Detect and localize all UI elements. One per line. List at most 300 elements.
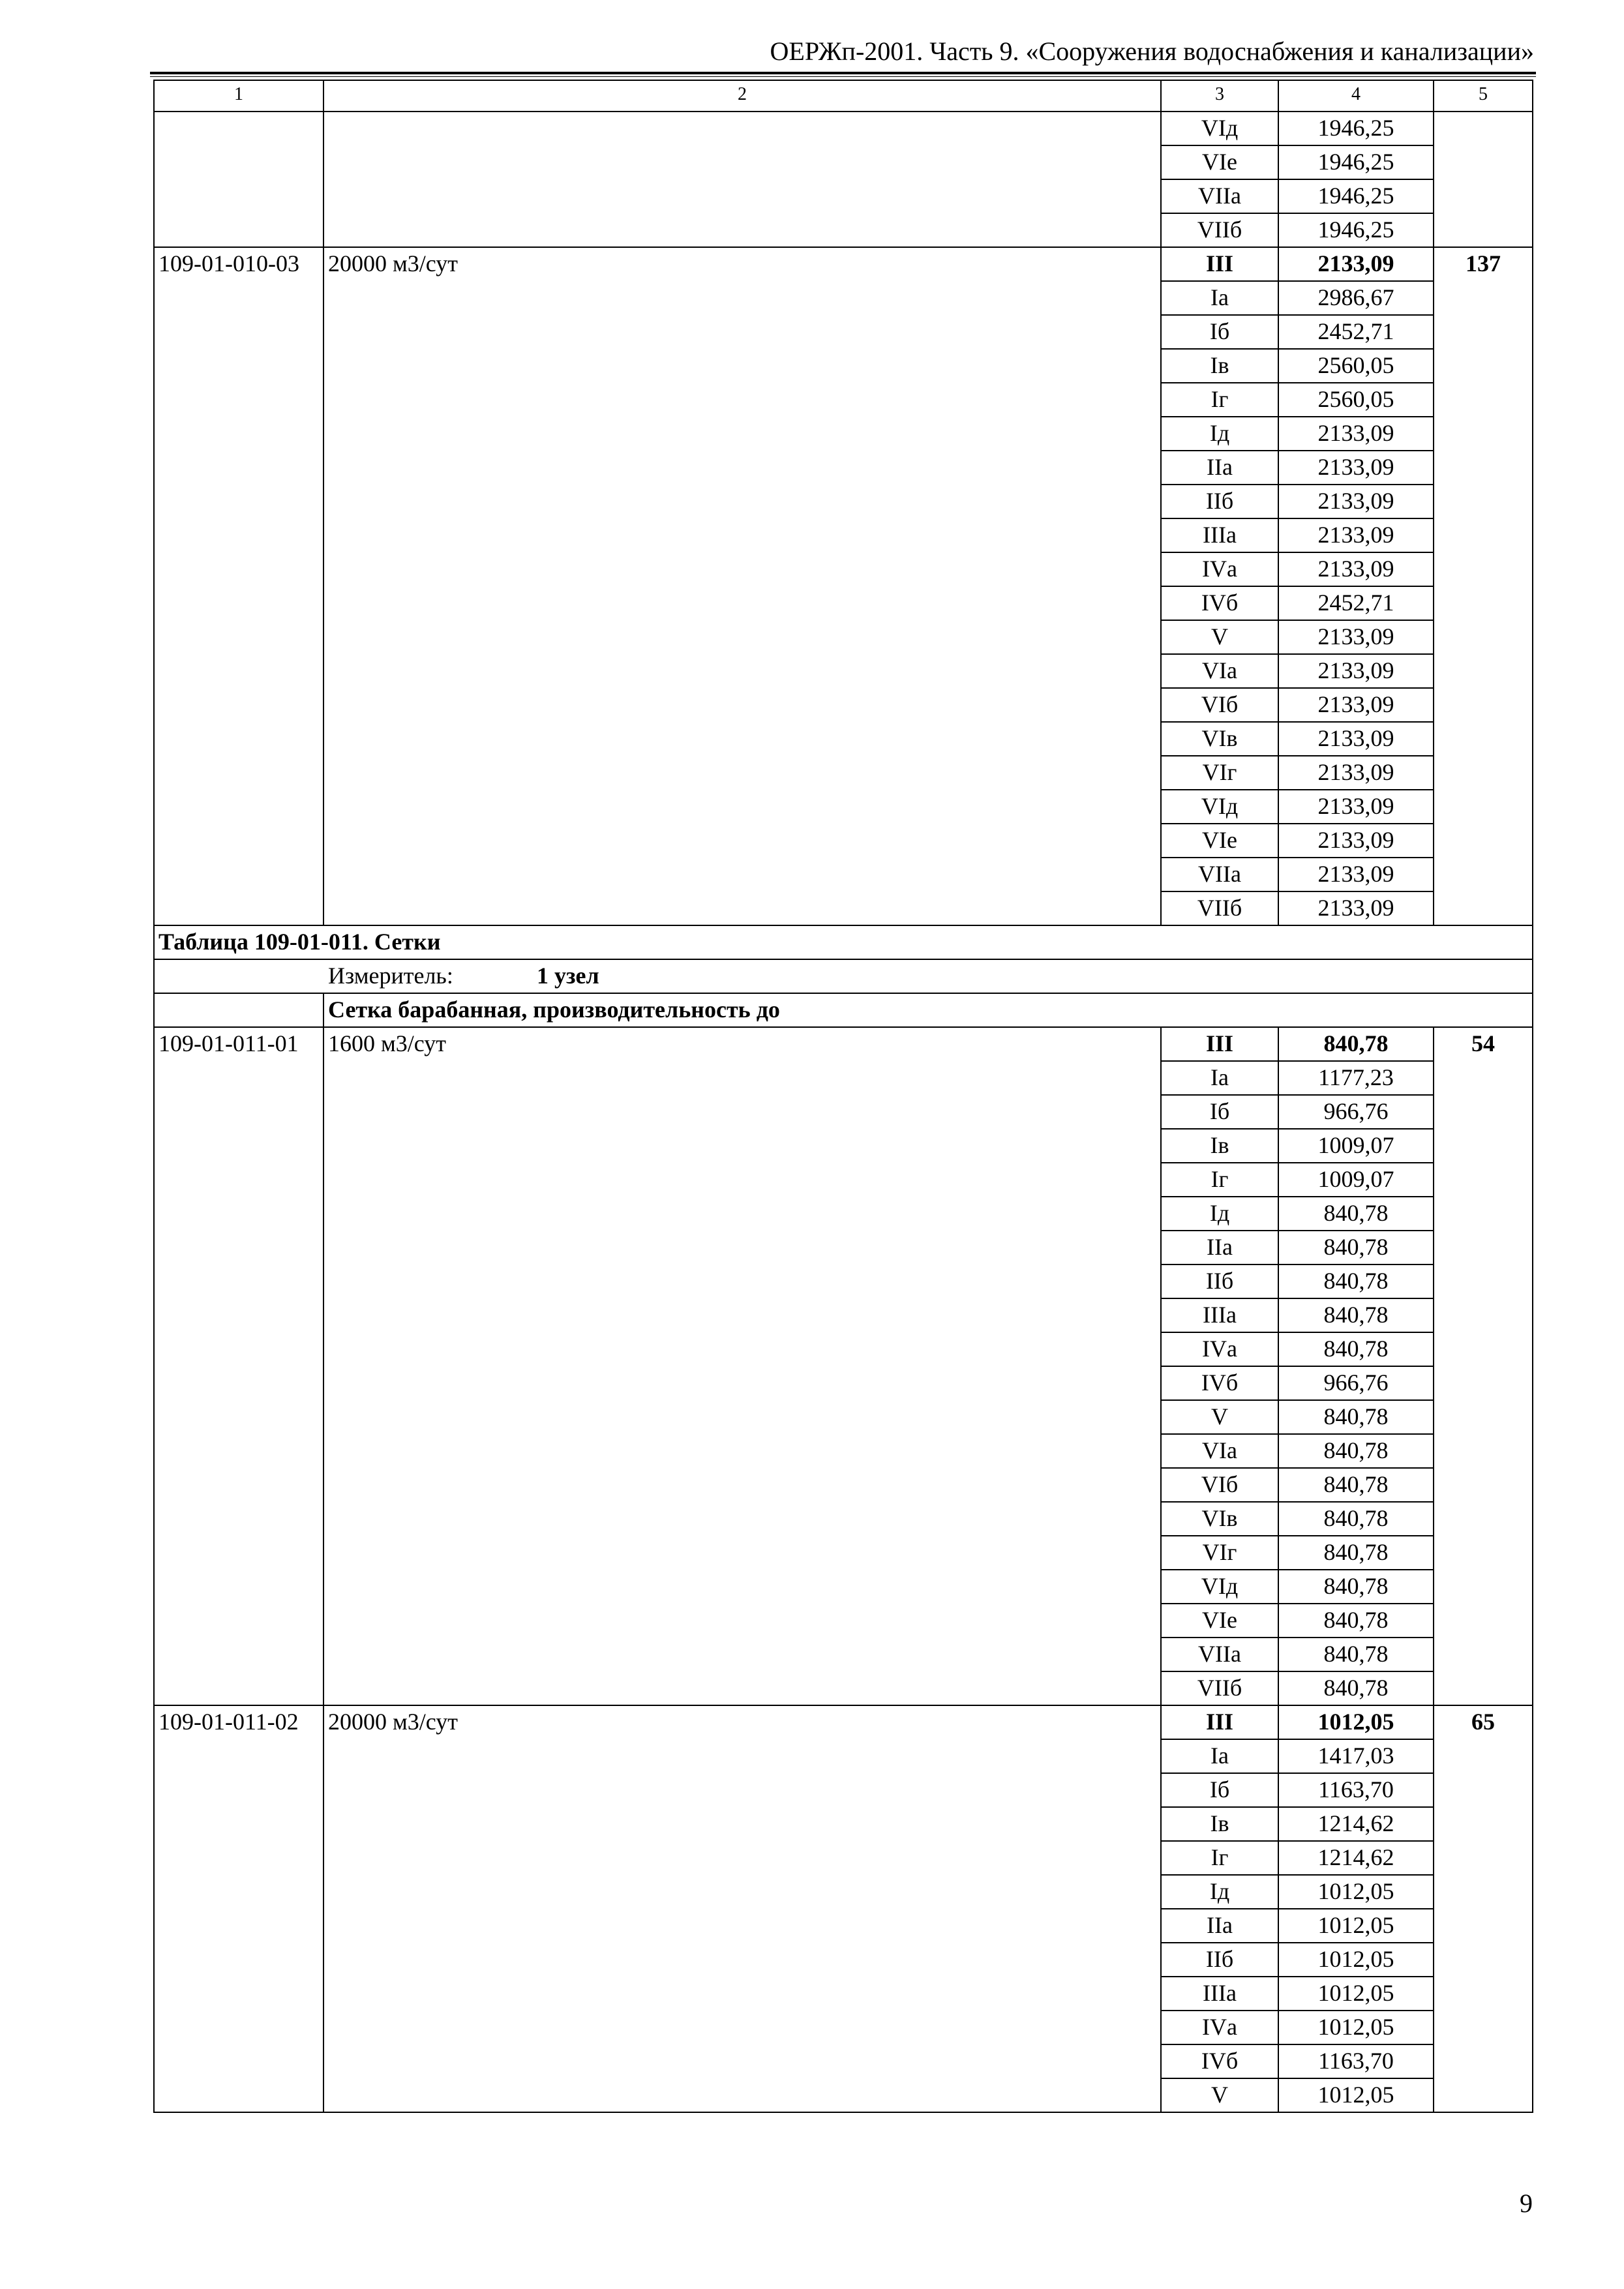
price-cell: 966,76 [1278, 1366, 1434, 1400]
zone-cell: V [1161, 2078, 1278, 2112]
empty-cell [1434, 1909, 1533, 1943]
price-cell: 840,78 [1278, 1604, 1434, 1638]
table-row [154, 247, 1533, 281]
empty-cell [154, 1671, 323, 1705]
empty-cell [323, 620, 1161, 654]
empty-cell [1434, 1536, 1533, 1570]
zone-cell: Iв [1161, 1129, 1278, 1163]
price-cell: 1009,07 [1278, 1163, 1434, 1197]
empty-cell [154, 451, 323, 485]
zone-cell: Iа [1161, 1739, 1278, 1773]
empty-cell [1434, 1400, 1533, 1434]
empty-cell [154, 1163, 323, 1197]
empty-cell [154, 112, 323, 145]
empty-cell [1434, 1061, 1533, 1095]
empty-cell [323, 1671, 1161, 1705]
empty-cell [154, 824, 323, 858]
table-row [154, 1977, 1533, 2011]
empty-cell [323, 112, 1161, 145]
table-row [154, 417, 1533, 451]
table-row [154, 756, 1533, 790]
empty-cell [323, 1841, 1161, 1875]
price-cell: 2133,09 [1278, 518, 1434, 552]
table-title: Таблица 109-01-011. Сетки [154, 925, 1533, 959]
empty-cell [1434, 2011, 1533, 2044]
empty-cell [154, 315, 323, 349]
empty-cell [154, 1807, 323, 1841]
zone-cell: Iг [1161, 1841, 1278, 1875]
empty-cell [323, 1366, 1161, 1400]
empty-cell [323, 1773, 1161, 1807]
empty-cell [1434, 1298, 1533, 1332]
empty-cell [1434, 112, 1533, 145]
empty-cell [154, 1366, 323, 1400]
table-row [154, 2078, 1533, 2112]
zone-cell: IIб [1161, 485, 1278, 518]
price-cell: 1009,07 [1278, 1129, 1434, 1163]
empty-cell [154, 1570, 323, 1604]
zone-cell: IIб [1161, 1264, 1278, 1298]
empty-cell [154, 1332, 323, 1366]
table-row [154, 1875, 1533, 1909]
table-row [154, 213, 1533, 247]
empty-cell [154, 1773, 323, 1807]
zone-cell: IVа [1161, 2011, 1278, 2044]
zone-cell: IIб [1161, 1943, 1278, 1977]
empty-cell [323, 383, 1161, 417]
price-cell: 1177,23 [1278, 1061, 1434, 1095]
price-cell: 1012,05 [1278, 1705, 1434, 1739]
empty-cell [323, 1875, 1161, 1909]
empty-cell [154, 213, 323, 247]
empty-cell [154, 1977, 323, 2011]
empty-cell [1434, 1129, 1533, 1163]
empty-cell [323, 179, 1161, 213]
table-row [154, 1298, 1533, 1332]
zone-cell: Iа [1161, 281, 1278, 315]
zone-cell: VIе [1161, 145, 1278, 179]
price-cell: 1012,05 [1278, 2011, 1434, 2044]
price-cell: 1012,05 [1278, 1977, 1434, 2011]
meter-cell [154, 959, 1533, 993]
price-cell: 2133,09 [1278, 824, 1434, 858]
table-row [154, 1943, 1533, 1977]
empty-cell [154, 281, 323, 315]
empty-cell [154, 858, 323, 891]
empty-cell [1434, 1739, 1533, 1773]
table-row [154, 112, 1533, 145]
zone-cell: VIIб [1161, 1671, 1278, 1705]
empty-cell [154, 1468, 323, 1502]
column-number: 1 [154, 80, 323, 112]
empty-cell [323, 1638, 1161, 1671]
empty-cell [154, 1536, 323, 1570]
empty-cell [323, 417, 1161, 451]
page-number: 9 [1520, 2189, 1533, 2218]
table-row [154, 315, 1533, 349]
zone-cell: VIе [1161, 1604, 1278, 1638]
zone-cell: IVб [1161, 586, 1278, 620]
zone-cell: VIа [1161, 1434, 1278, 1468]
item-name: 20000 м3/сут [323, 1705, 1161, 1739]
empty-cell [1434, 891, 1533, 925]
price-cell: 2133,09 [1278, 620, 1434, 654]
empty-cell [1434, 1943, 1533, 1977]
zone-cell: IVб [1161, 2044, 1278, 2078]
table-row [154, 1264, 1533, 1298]
empty-cell [154, 349, 323, 383]
table-row [154, 1773, 1533, 1807]
empty-cell [154, 1638, 323, 1671]
column-number: 4 [1278, 80, 1434, 112]
table-row [154, 1366, 1533, 1400]
table-row [154, 1400, 1533, 1434]
price-cell: 840,78 [1278, 1197, 1434, 1231]
empty-cell [323, 315, 1161, 349]
zone-cell: VIIа [1161, 1638, 1278, 1671]
empty-cell [323, 2011, 1161, 2044]
empty-cell [323, 1264, 1161, 1298]
meter-value: 1 узел [537, 963, 599, 989]
table-row [154, 1095, 1533, 1129]
table-row [154, 145, 1533, 179]
empty-cell [154, 688, 323, 722]
empty-cell [323, 722, 1161, 756]
price-cell: 1417,03 [1278, 1739, 1434, 1773]
zone-cell: Iд [1161, 1197, 1278, 1231]
zone-cell: VIе [1161, 824, 1278, 858]
empty-cell [154, 1909, 323, 1943]
table-row [154, 1909, 1533, 1943]
empty-cell [323, 1943, 1161, 1977]
empty-cell [1434, 756, 1533, 790]
empty-cell [154, 620, 323, 654]
table-row [154, 1129, 1533, 1163]
empty-cell [154, 1264, 323, 1298]
price-cell: 1946,25 [1278, 112, 1434, 145]
table-row [154, 586, 1533, 620]
empty-cell [1434, 1231, 1533, 1264]
zone-cell: Iа [1161, 1061, 1278, 1095]
zone-cell: VIа [1161, 654, 1278, 688]
price-cell: 840,78 [1278, 1231, 1434, 1264]
table-row [154, 451, 1533, 485]
empty-cell [154, 722, 323, 756]
empty-cell [323, 485, 1161, 518]
zone-cell: IIIа [1161, 1977, 1278, 2011]
table-row [154, 722, 1533, 756]
empty-cell [323, 756, 1161, 790]
empty-cell [154, 1875, 323, 1909]
empty-cell [154, 993, 323, 1027]
table-row [154, 1027, 1533, 1061]
empty-cell [154, 756, 323, 790]
table-row [154, 790, 1533, 824]
empty-cell [1434, 1977, 1533, 2011]
price-table [153, 80, 1533, 2113]
empty-cell [323, 586, 1161, 620]
price-cell: 1012,05 [1278, 1909, 1434, 1943]
empty-cell [154, 1197, 323, 1231]
zone-cell: Iг [1161, 383, 1278, 417]
item-weight: 65 [1434, 1705, 1533, 1739]
empty-cell [323, 1061, 1161, 1095]
zone-cell: IIа [1161, 1231, 1278, 1264]
price-cell: 1012,05 [1278, 1875, 1434, 1909]
empty-cell [323, 1502, 1161, 1536]
table-row [154, 552, 1533, 586]
column-number: 5 [1434, 80, 1533, 112]
item-code: 109-01-011-01 [154, 1027, 323, 1061]
empty-cell [323, 1298, 1161, 1332]
zone-cell: IIа [1161, 451, 1278, 485]
zone-cell: III [1161, 1027, 1278, 1061]
subheading: Сетка барабанная, производительность до [323, 993, 1533, 1027]
table-row [154, 654, 1533, 688]
price-cell: 1012,05 [1278, 2078, 1434, 2112]
running-header: ОЕРЖп-2001. Часть 9. «Сооружения водоснабжения и канализации» [770, 37, 1534, 66]
empty-cell [1434, 451, 1533, 485]
zone-cell: VIг [1161, 1536, 1278, 1570]
price-cell: 840,78 [1278, 1502, 1434, 1536]
empty-cell [323, 1604, 1161, 1638]
empty-cell [1434, 1604, 1533, 1638]
table-row [154, 2044, 1533, 2078]
zone-cell: Iб [1161, 315, 1278, 349]
table-row [154, 1604, 1533, 1638]
table-row [154, 891, 1533, 925]
empty-cell [1434, 1807, 1533, 1841]
price-cell: 2133,09 [1278, 485, 1434, 518]
empty-cell [154, 1061, 323, 1095]
price-cell: 2133,09 [1278, 654, 1434, 688]
price-cell: 840,78 [1278, 1027, 1434, 1061]
empty-cell [323, 2078, 1161, 2112]
price-cell: 840,78 [1278, 1638, 1434, 1671]
empty-cell [323, 349, 1161, 383]
empty-cell [323, 1332, 1161, 1366]
empty-cell [1434, 1875, 1533, 1909]
header-rule [150, 72, 1536, 77]
price-cell: 840,78 [1278, 1468, 1434, 1502]
price-cell: 2133,09 [1278, 722, 1434, 756]
empty-cell [323, 790, 1161, 824]
table-row [154, 518, 1533, 552]
zone-cell: VIб [1161, 688, 1278, 722]
price-cell: 840,78 [1278, 1298, 1434, 1332]
price-cell: 2133,09 [1278, 451, 1434, 485]
empty-cell [323, 1163, 1161, 1197]
empty-cell [1434, 145, 1533, 179]
empty-cell [323, 1536, 1161, 1570]
zone-cell: VIIа [1161, 858, 1278, 891]
price-cell: 1946,25 [1278, 145, 1434, 179]
table-row [154, 1231, 1533, 1264]
empty-cell [1434, 518, 1533, 552]
table-row [154, 349, 1533, 383]
empty-cell [1434, 315, 1533, 349]
empty-cell [323, 2044, 1161, 2078]
item-name: 1600 м3/сут [323, 1027, 1161, 1061]
zone-cell: V [1161, 620, 1278, 654]
empty-cell [1434, 824, 1533, 858]
price-cell: 840,78 [1278, 1264, 1434, 1298]
empty-cell [1434, 1434, 1533, 1468]
price-cell: 1012,05 [1278, 1943, 1434, 1977]
empty-cell [154, 1129, 323, 1163]
table-row [154, 1468, 1533, 1502]
empty-cell [323, 824, 1161, 858]
empty-cell [323, 858, 1161, 891]
empty-cell [323, 1197, 1161, 1231]
zone-cell: Iд [1161, 417, 1278, 451]
price-cell: 2133,09 [1278, 688, 1434, 722]
empty-cell [323, 1739, 1161, 1773]
empty-cell [154, 1298, 323, 1332]
table-row [154, 1638, 1533, 1671]
empty-cell [1434, 349, 1533, 383]
price-cell: 840,78 [1278, 1400, 1434, 1434]
empty-cell [154, 485, 323, 518]
empty-cell [323, 1095, 1161, 1129]
empty-cell [154, 2011, 323, 2044]
empty-cell [1434, 654, 1533, 688]
empty-cell [323, 891, 1161, 925]
price-cell: 2452,71 [1278, 315, 1434, 349]
price-cell: 2133,09 [1278, 790, 1434, 824]
table-row [154, 1502, 1533, 1536]
column-number: 2 [323, 80, 1161, 112]
zone-cell: Iв [1161, 349, 1278, 383]
empty-cell [154, 2044, 323, 2078]
empty-cell [1434, 1197, 1533, 1231]
zone-cell: Iг [1161, 1163, 1278, 1197]
zone-cell: IVб [1161, 1366, 1278, 1400]
empty-cell [323, 213, 1161, 247]
empty-cell [323, 1129, 1161, 1163]
price-cell: 2560,05 [1278, 383, 1434, 417]
table-row [154, 1841, 1533, 1875]
item-name: 20000 м3/сут [323, 247, 1161, 281]
table-title-row [154, 925, 1533, 959]
column-number-row [154, 80, 1533, 112]
empty-cell [1434, 1468, 1533, 1502]
price-cell: 2452,71 [1278, 586, 1434, 620]
table-row [154, 485, 1533, 518]
price-cell: 1214,62 [1278, 1807, 1434, 1841]
empty-cell [1434, 1366, 1533, 1400]
zone-cell: VIб [1161, 1468, 1278, 1502]
empty-cell [154, 145, 323, 179]
zone-cell: IVа [1161, 1332, 1278, 1366]
price-cell: 2133,09 [1278, 891, 1434, 925]
empty-cell [154, 1231, 323, 1264]
table-row [154, 2011, 1533, 2044]
price-cell: 1163,70 [1278, 2044, 1434, 2078]
price-cell: 966,76 [1278, 1095, 1434, 1129]
meter-label: Измеритель: [328, 963, 453, 989]
empty-cell [323, 281, 1161, 315]
empty-cell [1434, 722, 1533, 756]
table-row [154, 1332, 1533, 1366]
zone-cell: Iб [1161, 1773, 1278, 1807]
empty-cell [323, 1807, 1161, 1841]
empty-cell [154, 2078, 323, 2112]
empty-cell [154, 383, 323, 417]
empty-cell [323, 654, 1161, 688]
empty-cell [323, 1434, 1161, 1468]
table-row [154, 1705, 1533, 1739]
zone-cell: III [1161, 247, 1278, 281]
empty-cell [323, 518, 1161, 552]
price-cell: 2133,09 [1278, 552, 1434, 586]
empty-cell [1434, 485, 1533, 518]
table-row [154, 179, 1533, 213]
price-cell: 840,78 [1278, 1434, 1434, 1468]
zone-cell: IIIа [1161, 1298, 1278, 1332]
empty-cell [323, 1570, 1161, 1604]
table-row [154, 383, 1533, 417]
empty-cell [1434, 1671, 1533, 1705]
zone-cell: IIIа [1161, 518, 1278, 552]
zone-cell: V [1161, 1400, 1278, 1434]
empty-cell [323, 1231, 1161, 1264]
empty-cell [323, 145, 1161, 179]
empty-cell [154, 1841, 323, 1875]
empty-cell [154, 1943, 323, 1977]
empty-cell [323, 552, 1161, 586]
empty-cell [1434, 1638, 1533, 1671]
empty-cell [323, 1977, 1161, 2011]
subheading-row [154, 993, 1533, 1027]
zone-cell: Iб [1161, 1095, 1278, 1129]
empty-cell [154, 417, 323, 451]
empty-cell [323, 1400, 1161, 1434]
zone-cell: Iд [1161, 1875, 1278, 1909]
empty-cell [1434, 1773, 1533, 1807]
empty-cell [323, 451, 1161, 485]
empty-cell [1434, 1095, 1533, 1129]
table-row [154, 1671, 1533, 1705]
empty-cell [154, 891, 323, 925]
empty-cell [154, 179, 323, 213]
empty-cell [154, 586, 323, 620]
item-weight: 54 [1434, 1027, 1533, 1061]
empty-cell [1434, 586, 1533, 620]
empty-cell [1434, 620, 1533, 654]
zone-cell: VIIб [1161, 213, 1278, 247]
zone-cell: IVа [1161, 552, 1278, 586]
table-row [154, 1807, 1533, 1841]
empty-cell [154, 518, 323, 552]
table-row [154, 1739, 1533, 1773]
empty-cell [1434, 1570, 1533, 1604]
table-row [154, 281, 1533, 315]
empty-cell [154, 1400, 323, 1434]
empty-cell [1434, 2044, 1533, 2078]
empty-cell [1434, 2078, 1533, 2112]
empty-cell [154, 654, 323, 688]
table-row [154, 620, 1533, 654]
zone-cell: VIIб [1161, 891, 1278, 925]
zone-cell: VIв [1161, 722, 1278, 756]
empty-cell [154, 790, 323, 824]
zone-cell: VIд [1161, 790, 1278, 824]
empty-cell [1434, 1163, 1533, 1197]
empty-cell [1434, 383, 1533, 417]
price-cell: 1946,25 [1278, 179, 1434, 213]
zone-cell: Iв [1161, 1807, 1278, 1841]
